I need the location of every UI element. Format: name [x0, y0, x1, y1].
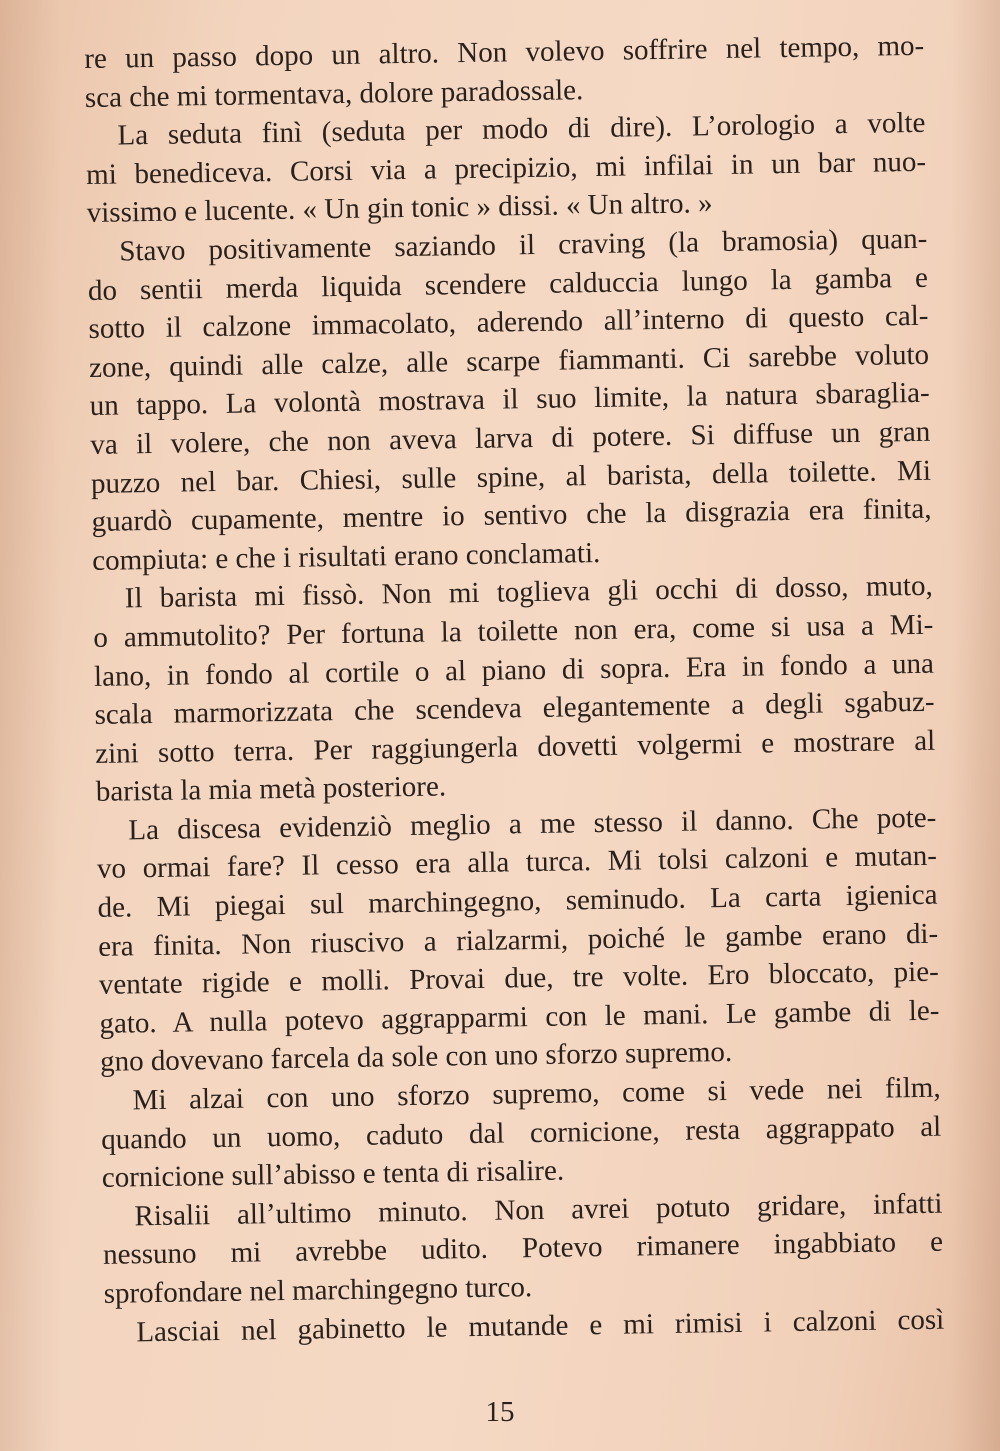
text-line: scala marmorizzata che scendeva elegantemente a degli sgabuz-: [94, 685, 935, 732]
text-line: Stavo positivamente saziando il craving (la bramosia) quan-: [119, 222, 928, 268]
text-line: va il volere, che non aveva larva di potere. Si diffuse un gran: [90, 415, 931, 461]
paragraph-6: [100, 1069, 942, 1198]
text-line: ventate rigide e molli. Provai due, tre volte. Ero bloccato, pie-: [98, 955, 939, 1002]
paragraph-1: [84, 27, 925, 117]
text-line: gato. A nulla potevo aggrapparmi con le mani. Le gambe di le-: [99, 994, 940, 1040]
text-line: lano, in fondo al cortile o al piano di sopra. Era in fondo a una: [93, 647, 935, 693]
text-line: era finita. Non riuscivo a rialzarmi, poiché le gambe erano di-: [97, 917, 939, 963]
text-line: Risalii all’ultimo minuto. Non avrei potuto gridare, infatti: [134, 1187, 943, 1233]
text-line: guardò cupamente, mentre io sentivo che la disgrazia era finita,: [91, 492, 932, 539]
body-text: [84, 27, 945, 1352]
paragraph-7: [102, 1184, 944, 1313]
paragraph-2: [85, 104, 927, 233]
text-line: quando un uomo, caduto dal cornicione, resta aggrappato al: [101, 1110, 942, 1156]
text-line: Il barista mi fissò. Non mi toglieva gli occhi di dosso, muto,: [124, 570, 933, 615]
text-line: zini sotto terra. Per raggiungerla dovetti volgermi e mostrare al: [94, 724, 936, 770]
text-line: Lasciai nel gabinetto le mutande e mi rimisi i calzoni così: [136, 1303, 945, 1348]
text-line: zone, quindi alle calze, alle scarpe fiammanti. Ci sarebbe voluto: [88, 338, 930, 384]
text-line: vissimo e lucente. « Un gin tonic » dissi. « Un altro. »: [86, 187, 713, 230]
text-line: sca che mi tormentava, dolore paradossale.: [84, 73, 584, 114]
paragraph-3: [87, 220, 932, 580]
text-line: La seduta finì (seduta per modo di dire). L’orologio a volte: [117, 106, 926, 152]
text-line: re un passo dopo un altro. Non volevo soffrire nel tempo, mo-: [84, 29, 925, 75]
page-number: 15: [485, 1396, 515, 1428]
page-shadow-left: [0, 0, 60, 1451]
text-line: de. Mi piegai sul marchingegno, seminudo. La carta igienica: [97, 878, 938, 924]
text-line: vo ormai fare? Il cesso era alla turca. Mi tolsi calzoni e mutan-: [96, 840, 938, 886]
text-line: cornicione sull’abisso e tenta di risalire.: [101, 1154, 565, 1195]
text-line: Mi alzai con uno sforzo supremo, come si vede nei film,: [132, 1071, 941, 1117]
text-line: o ammutolito? Per fortuna la toilette non era, come si usa a Mi-: [93, 608, 934, 654]
text-line: do sentii merda liquida scendere calduccia lungo la gamba e: [87, 261, 929, 307]
text-line: compiuta: e che i risultati erano conclamati.: [91, 536, 601, 577]
page-shadow-right: [950, 0, 1000, 1451]
text-line: barista la mia metà posteriore.: [95, 770, 447, 809]
text-line: sotto il calzone immacolato, aderendo all’interno di questo cal-: [88, 299, 929, 346]
text-line: un tappo. La volontà mostrava il suo limite, la natura sbaraglia-: [89, 377, 930, 423]
text-line: gno dovevano farcela da sole con uno sforzo supremo.: [99, 1036, 733, 1079]
paragraph-4: [92, 567, 936, 812]
text-line: nessuno mi avrebbe udito. Potevo rimanere ingabbiato e: [102, 1226, 944, 1272]
text-line: La discesa evidenziò meglio a me stesso il danno. Che pote-: [128, 801, 937, 847]
paragraph-5: [96, 799, 940, 1082]
text-line: mi benediceva. Corsi via a precipizio, mi infilai in un bar nuo-: [85, 145, 927, 191]
text-line: sprofondare nel marchingegno turco.: [103, 1271, 533, 1310]
text-line: puzzo nel bar. Chiesi, sulle spine, al barista, della toilette. Mi: [90, 454, 932, 500]
